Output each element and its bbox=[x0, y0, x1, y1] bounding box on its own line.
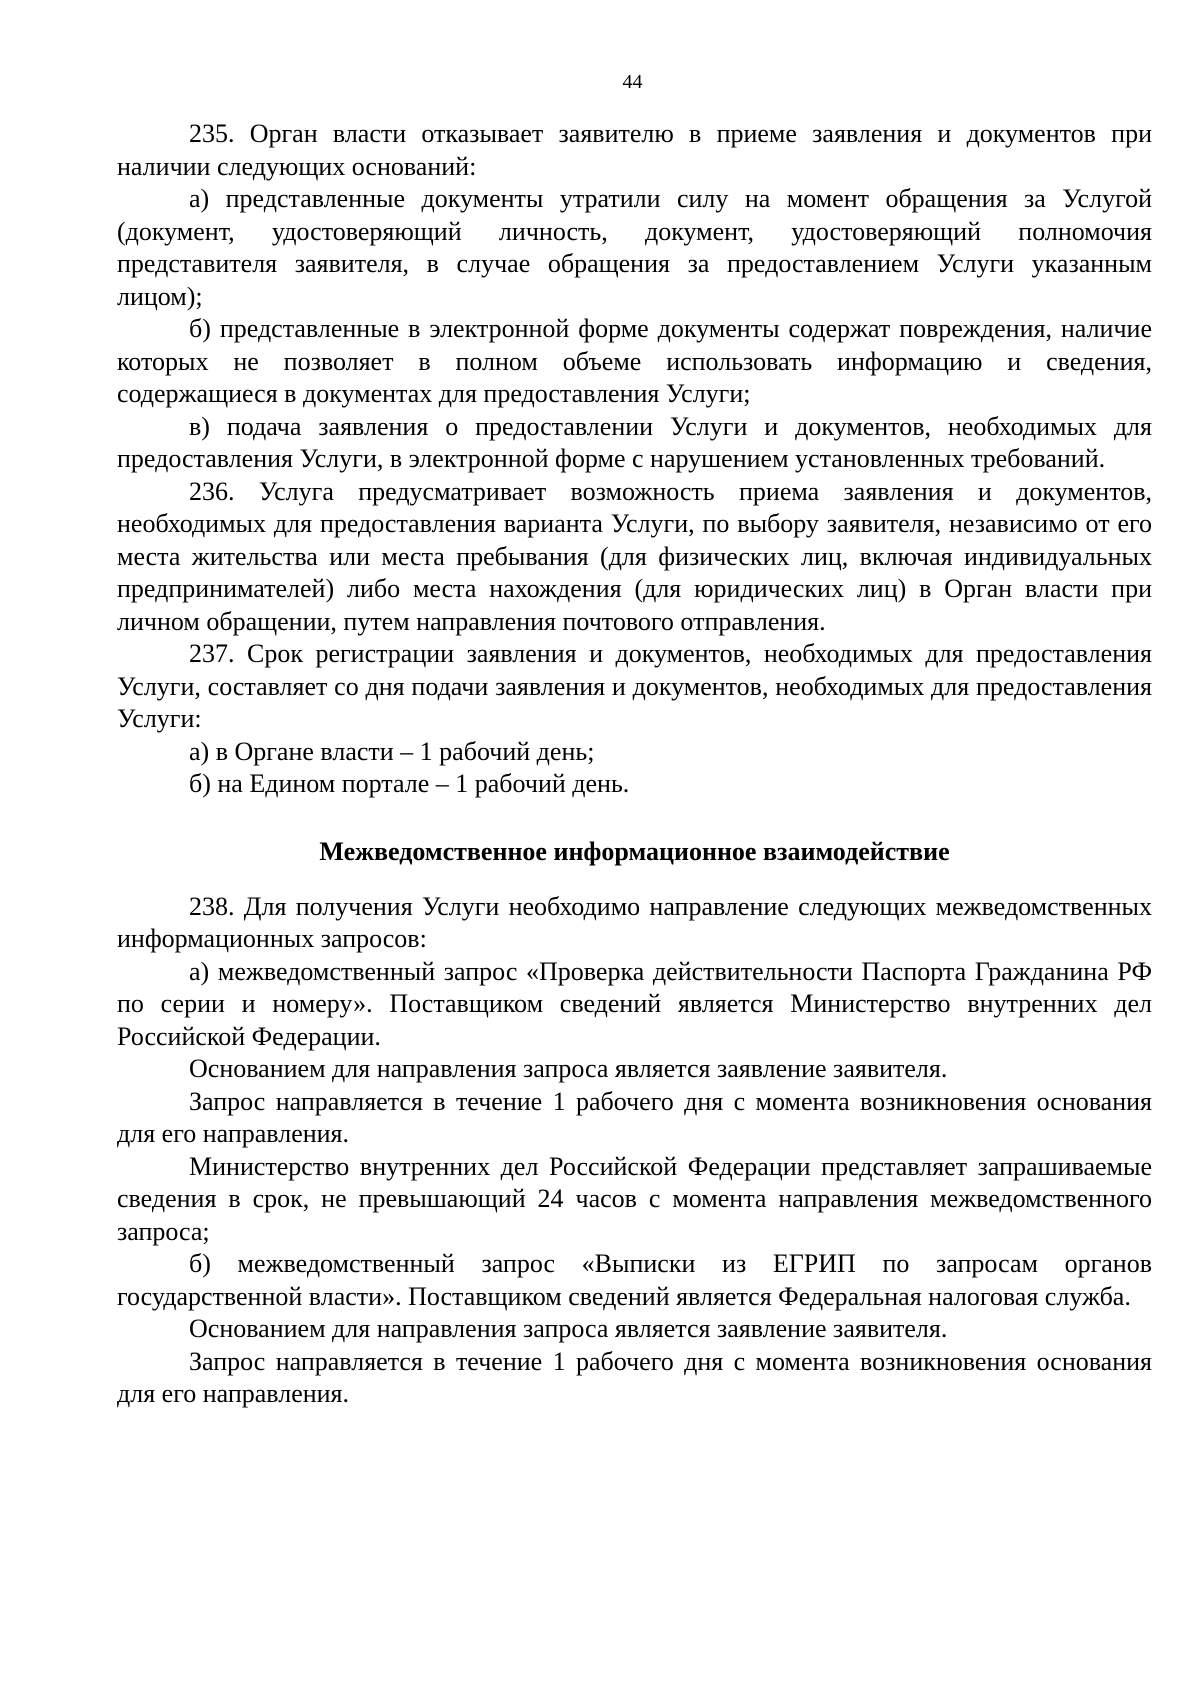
paragraph-238-item-a: а) межведомственный запрос «Проверка действительности Паспорта Гражданина РФ по серии и номеру». Поставщиком сведений является Министерство внутренних дел Российской Федерации. bbox=[117, 956, 1152, 1051]
paragraph-235: 235. Орган власти отказывает заявителю в приеме заявления и документов при наличии следующих оснований: bbox=[117, 119, 1152, 181]
paragraph-238-mvd-response: Министерство внутренних дел Российской Федерации представляет запрашиваемые сведения в срок, не превышающий 24 часов с момента направления межведомственного запроса; bbox=[117, 1151, 1152, 1246]
paragraph-237-item-b: б) на Едином портале – 1 рабочий день. bbox=[189, 769, 630, 798]
paragraph-237: 237. Срок регистрации заявления и документов, необходимых для предоставления Услуги, составляет со дня подачи заявления и документов, необходимых для предоставления Услуги: bbox=[117, 639, 1152, 733]
document-body bbox=[117, 118, 1152, 1411]
section-heading: Межведомственное информационное взаимодействие bbox=[319, 836, 950, 866]
paragraph-236: 236. Услуга предусматривает возможность приема заявления и документов, необходимых для предоставления варианта Услуги, по выбору заявителя, независимо от его места жительства или места пребывания (для физических лиц, включая индивидуальных предпринимателей) либо места нахождения (для юридических лиц) в Орган власти при личном обращении, путем направления почтового отправления. bbox=[117, 476, 1152, 636]
paragraph-238: 238. Для получения Услуги необходимо направление следующих межведомственных информационных запросов: bbox=[117, 891, 1152, 953]
paragraph-238-timing-1: Запрос направляется в течение 1 рабочего дня с момента возникновения основания для его направления. bbox=[117, 1086, 1152, 1148]
paragraph-235-item-v: в) подача заявления о предоставлении Услуги и документов, необходимых для предоставления Услуги, в электронной форме с нарушением установленных требований. bbox=[117, 411, 1152, 473]
paragraph-235-item-a: а) представленные документы утратили силу на момент обращения за Услугой (документ, удостоверяющий личность, документ, удостоверяющий полномочия представителя заявителя, в случае обращения за предоставлением Услуги указанным лицом); bbox=[117, 184, 1152, 311]
paragraph-238-item-b: б) межведомственный запрос «Выписки из ЕГРИП по запросам органов государственной власти». Поставщиком сведений является Федеральная налоговая служба. bbox=[117, 1249, 1152, 1311]
paragraph-238-basis-1: Основанием для направления запроса является заявление заявителя. bbox=[189, 1054, 948, 1083]
paragraph-238-timing-2: Запрос направляется в течение 1 рабочего дня с момента возникновения основания для его направления. bbox=[117, 1346, 1152, 1408]
paragraph-238-basis-2: Основанием для направления запроса является заявление заявителя. bbox=[189, 1314, 948, 1343]
page-number: 44 bbox=[622, 71, 643, 93]
paragraph-235-item-b: б) представленные в электронной форме документы содержат повреждения, наличие которых не позволяет в полном объеме использовать информацию и сведения, содержащиеся в документах для предоставления Услуги; bbox=[117, 314, 1152, 408]
paragraph-237-item-a: а) в Органе власти – 1 рабочий день; bbox=[189, 736, 595, 766]
